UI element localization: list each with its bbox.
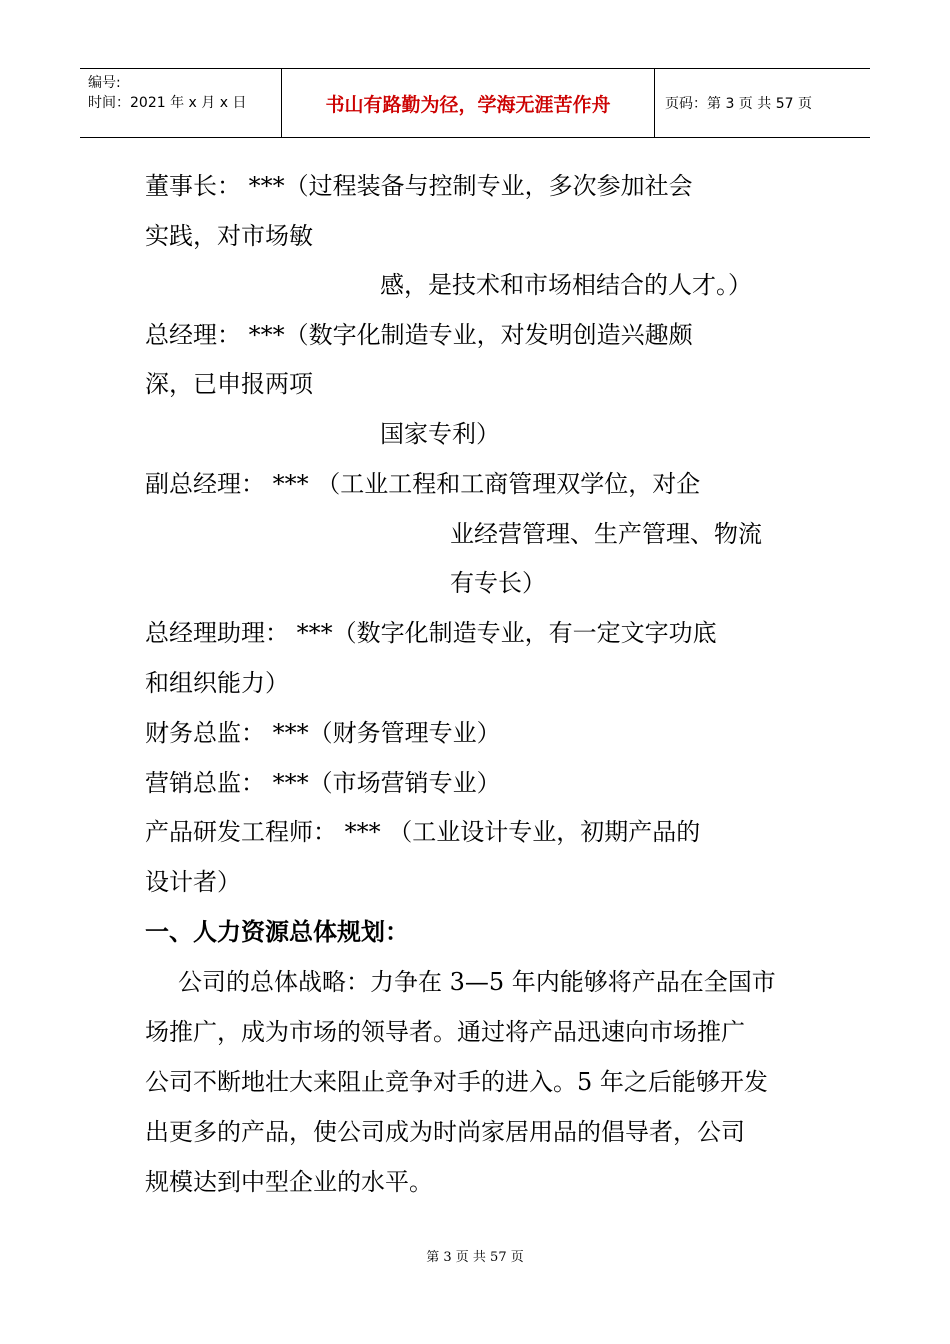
para-line-1: 公司的总体战略：力争在 3—5 年内能够将产品在全国市 [178, 968, 776, 996]
page-footer: 第 3 页 共 57 页 [426, 1250, 524, 1265]
vgm-line-2: 业经营管理、生产管理、物流 [450, 520, 762, 548]
page-header [80, 68, 870, 138]
section-title: 一、人力资源总体规划： [145, 918, 409, 946]
chairman-line-3: 感，是技术和市场相结合的人才。） [380, 271, 752, 299]
number-label: 编号: [88, 75, 121, 91]
rd-line-2: 设计者） [145, 868, 241, 896]
asst-line-1: 总经理助理： ***（数字化制造专业，有一定文字功底 [145, 619, 717, 647]
time-label: 时间：2021 年 x 月 x 日 [88, 95, 247, 111]
cmo-line: 营销总监： ***（市场营销专业） [145, 769, 501, 797]
chairman-line-1: 董事长： ***（过程装备与控制专业，多次参加社会 [145, 172, 693, 200]
para-line-5: 规模达到中型企业的水平。 [145, 1168, 433, 1196]
gm-line-3: 国家专利） [380, 420, 500, 448]
vgm-line-3: 有专长） [450, 569, 546, 597]
cfo-line: 财务总监： ***（财务管理专业） [145, 719, 501, 747]
gm-line-2: 深，已申报两项 [145, 370, 313, 398]
header-page-info: 页码：第 3 页 共 57 页 [665, 96, 812, 112]
rd-line-1: 产品研发工程师： *** （工业设计专业，初期产品的 [145, 818, 701, 846]
header-meta [80, 69, 282, 137]
header-motto: 书山有路勤为径，学海无涯苦作舟 [282, 69, 655, 137]
para-line-4: 出更多的产品，使公司成为时尚家居用品的倡导者，公司 [145, 1118, 745, 1146]
para-line-2: 场推广，成为市场的领导者。通过将产品迅速向市场推广 [145, 1018, 745, 1046]
gm-line-1: 总经理： ***（数字化制造专业，对发明创造兴趣颇 [145, 321, 693, 349]
chairman-line-2: 实践，对市场敏 [145, 222, 313, 250]
asst-line-2: 和组织能力） [145, 669, 289, 697]
vgm-line-1: 副总经理： *** （工业工程和工商管理双学位，对企 [145, 470, 701, 498]
para-line-3: 公司不断地壮大来阻止竞争对手的进入。5 年之后能够开发 [145, 1068, 768, 1096]
